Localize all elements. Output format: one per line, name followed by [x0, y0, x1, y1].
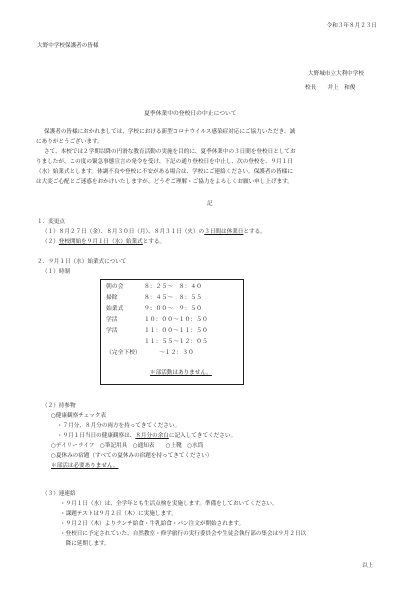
- change-item-2-tail: とする。: [142, 239, 166, 245]
- schedule-time: １１：００〜１１：５０: [144, 328, 208, 334]
- schedule-label: 始業式: [106, 306, 124, 312]
- schedule-row: [106, 295, 202, 302]
- contact-item: ・登校日に予定されていた、自然教室・修学旅行の実行委員会や生徒会執行部の集会は９月２日以: [60, 531, 307, 537]
- contact-item: ・課題テストは９月２日（木）に実施します。: [60, 511, 177, 517]
- schedule-label: 学活: [106, 317, 118, 323]
- intro-line: は大変ご心配とご迷惑をおかけいたしますが、どうぞご理解・ご協力をよろしくお願い申し上げます。: [36, 179, 293, 185]
- belongings-note: ＊部活は必要ありません。: [51, 463, 119, 469]
- schedule-label: 朝の会: [106, 284, 124, 290]
- schedule-row: [106, 284, 202, 291]
- addressee: 大野中学校保護者の皆様: [37, 43, 99, 49]
- change-item-1: [42, 229, 266, 236]
- intro-line: さて、本校では２学期以降の円滑な教育活動の実施を目的に、夏季休業中の３日間を登校日としてお: [44, 149, 296, 155]
- contact-item: ・９月１日（水）は、全学年とも生活点検を実施します。準備をしておいてください。: [60, 501, 278, 507]
- schedule-row: [106, 339, 208, 346]
- schedule-time: ８：２５〜 ８：４０: [144, 284, 202, 290]
- change-item-1-emphasis: ３日間は休業日: [204, 229, 244, 235]
- contact-heading: （３）連連絡: [42, 491, 76, 497]
- change-item-2-emphasis: 登校開始を９月１日（水）始業式: [58, 239, 143, 245]
- schedule-time: １０：００〜１０：５０: [144, 317, 208, 323]
- schedule-row: [106, 317, 208, 324]
- change-item-2-prefix: （２）: [42, 239, 59, 245]
- schedule-label: 掃除: [106, 295, 118, 301]
- schedule-label: （完全下校）: [106, 350, 141, 356]
- section-2-heading: ２．９月１日（水）始業式について: [37, 259, 127, 265]
- document-title: 夏季休業中の登校日の中止について: [144, 111, 237, 117]
- belongings-item-emphasis: ８月分の余白: [135, 433, 169, 439]
- schedule-subheading: （１）時制: [42, 269, 70, 275]
- schedule-note: ＊部活動はありません。: [150, 370, 212, 376]
- ki-marker: 記: [207, 201, 213, 207]
- intro-line: 保護者の皆様におかれましては、学校における新型コロナウイルス感染症対応にご協力いただき、誠: [44, 129, 296, 135]
- schedule-label: 学活: [106, 328, 118, 334]
- belongings-item-tail: に記入してきてください。: [168, 433, 237, 439]
- intro-line: にありがとうございます。: [36, 139, 103, 145]
- schedule-row: [106, 328, 208, 335]
- change-item-1-text: （１）８月２７日（金）、８月３０日（月）、８月３１日（火）の: [42, 229, 205, 235]
- schedule-row: [106, 350, 194, 357]
- principal-name: 校長 井上 和俊: [305, 85, 356, 91]
- intro-line: （水）始業式とします。体調不良や登校に不安がある場合は、学校にご連絡ください。保護者の皆様に: [36, 169, 293, 175]
- schedule-row: [106, 306, 202, 313]
- intro-line: りましたが、この度の緊急事態宣言の発令を受け、下記の通り登校日を中止し、次の登校を、９月１日: [36, 159, 294, 165]
- change-item-2: [42, 239, 165, 246]
- belongings-item: ○健康観察チェック表: [51, 413, 107, 419]
- change-item-1-tail: とする。: [243, 229, 266, 235]
- schedule-time: ９：００〜 ９：５０: [144, 306, 202, 312]
- belongings-item: ○夏休みの宿題（すべての夏休みの宿題を持ってきてください）: [51, 453, 213, 459]
- schedule-time: ８：４５〜 ８：５５: [144, 295, 202, 301]
- section-1-heading: １．変更点: [37, 219, 65, 225]
- belongings-item: ○デイリーライフ ○筆記用具 ○通知表 ○上靴 ○水筒: [51, 443, 204, 449]
- belongings-heading: （２）持参物: [42, 403, 76, 409]
- belongings-item: [57, 433, 236, 440]
- schedule-time: １１：５５〜１２：０５: [144, 339, 208, 345]
- schedule-time: 〜１２：３０: [159, 350, 194, 356]
- school-name: 大野城市立大利中学校: [308, 71, 364, 77]
- contact-item: ・９月２日（木）よりランチ給食・牛乳給食・パン注文が開始されます。: [60, 521, 245, 527]
- closing-mark: 以上: [362, 563, 374, 569]
- document-date: 令和３年８月２３日: [326, 23, 377, 29]
- contact-item: 降に延期します。: [60, 541, 110, 547]
- belongings-item-text: ・９月１日当日の健康観察は、: [57, 433, 136, 439]
- belongings-item: ・７月分、８月分の両方を持ってきてください。: [57, 423, 181, 429]
